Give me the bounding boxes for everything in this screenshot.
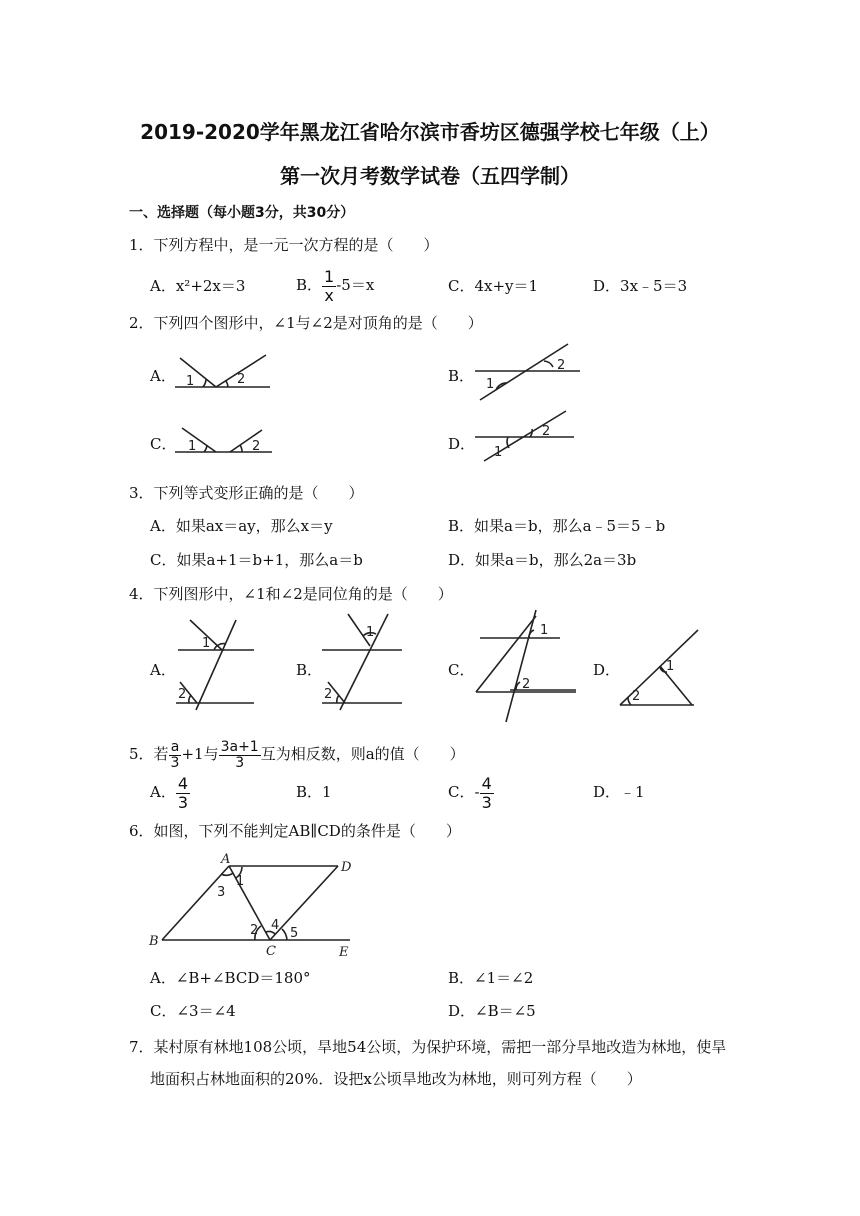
- svg-text:2: 2: [324, 687, 333, 702]
- svg-text:5: 5: [290, 926, 299, 941]
- q7-line2: 地面积占林地面积的20%．设把x公顷旱地改为林地，则可列方程（ ）: [150, 1070, 642, 1088]
- exam-title-line1: 2019-2020学年黑龙江省哈尔滨市香坊区德强学校七年级（上）: [140, 120, 720, 144]
- q2-figure-b: [470, 340, 585, 405]
- q1-option-b: B． $\frac{1}{x}$ -5＝x: [296, 266, 375, 305]
- svg-text:C: C: [266, 944, 276, 959]
- q3-option-d: D．如果a＝b，那么2a＝3b: [448, 551, 637, 569]
- svg-text:2: 2: [542, 424, 551, 439]
- svg-text:2: 2: [557, 358, 566, 373]
- q5-fraction-2: $\frac{3a+1}{3}$: [220, 738, 259, 771]
- q5-option-c: C．- $\frac{4}{3}$: [448, 773, 492, 812]
- q7-line1: 7．某村原有林地108公顷，旱地54公顷，为保护环境，需把一部分旱地改造为林地，使旱: [129, 1038, 727, 1056]
- q1-option-a: A．x²+2x＝3: [150, 277, 246, 295]
- q2-label-b: B．: [448, 367, 475, 385]
- q5-option-a: A． $\frac{4}{3}$: [150, 773, 189, 812]
- svg-text:1: 1: [236, 874, 245, 889]
- q2-figure-a: [170, 350, 280, 395]
- q4-stem: 4．下列图形中，∠1和∠2是同位角的是（ ）: [129, 585, 453, 603]
- q6-stem: 6．如图，下列不能判定AB∥CD的条件是（ ）: [129, 822, 461, 840]
- svg-text:2: 2: [237, 372, 246, 387]
- q2-label-a: A．: [150, 367, 176, 385]
- exam-title-line2: 第一次月考数学试卷（五四学制）: [280, 164, 580, 188]
- svg-text:1: 1: [666, 659, 675, 674]
- q2-label-d: D．: [448, 435, 476, 453]
- q2-figure-c: [170, 420, 280, 460]
- q2-figure-d: [470, 406, 585, 466]
- svg-text:E: E: [339, 945, 349, 960]
- section-header: 一、选择题（每小题3分，共30分）: [129, 205, 355, 221]
- svg-text:1: 1: [366, 625, 375, 640]
- q2-stem: 2．下列四个图形中，∠1与∠2是对顶角的是（ ）: [129, 314, 483, 332]
- svg-text:1: 1: [202, 636, 211, 651]
- svg-text:2: 2: [250, 923, 259, 938]
- q5-fraction-1: $\frac{a}{3}$: [170, 738, 180, 771]
- svg-text:1: 1: [540, 623, 549, 638]
- q4-figure-b: [318, 610, 408, 712]
- q5-a-fraction: $\frac{4}{3}$: [177, 773, 189, 812]
- q3-option-a: A．如果ax＝ay，那么x＝y: [150, 517, 333, 535]
- q6-option-d: D．∠B＝∠5: [448, 1002, 536, 1020]
- svg-text:1: 1: [494, 445, 503, 460]
- svg-text:D: D: [341, 860, 352, 875]
- q6-figure: [145, 848, 360, 958]
- svg-text:1: 1: [486, 377, 495, 392]
- q5-option-d: D．﹣1: [593, 783, 645, 801]
- svg-text:B: B: [149, 934, 159, 949]
- q4-label-c: C．: [448, 661, 475, 679]
- q3-option-c: C．如果a+1＝b+1，那么a＝b: [150, 551, 363, 569]
- q4-label-b: B．: [296, 661, 323, 679]
- q1-option-c: C．4x+y＝1: [448, 277, 539, 295]
- q4-figure-c: [470, 606, 580, 724]
- q5-option-b: B．1: [296, 783, 332, 801]
- svg-text:1: 1: [186, 374, 195, 389]
- q6-option-c: C．∠3＝∠4: [150, 1002, 236, 1020]
- q1-b-fraction: $\frac{1}{x}$: [324, 266, 335, 305]
- q4-figure-a: [170, 616, 260, 712]
- svg-text:3: 3: [217, 885, 226, 900]
- svg-text:2: 2: [178, 687, 187, 702]
- q3-option-b: B．如果a＝b，那么a﹣5＝5﹣b: [448, 517, 666, 535]
- q5-stem: 5．若 $\frac{a}{3}$ +1与 $\frac{3a+1}{3}$ 互为相反数，则a的值（ ）: [129, 738, 465, 771]
- svg-text:1: 1: [188, 439, 197, 454]
- q4-figure-d: [614, 626, 704, 710]
- q1-option-d: D．3x﹣5＝3: [593, 277, 688, 295]
- q3-stem: 3．下列等式变形正确的是（ ）: [129, 484, 364, 502]
- svg-text:A: A: [221, 852, 231, 867]
- svg-text:4: 4: [271, 918, 280, 933]
- svg-text:2: 2: [252, 439, 261, 454]
- svg-text:2: 2: [522, 677, 531, 692]
- q4-label-a: A．: [150, 661, 176, 679]
- svg-text:2: 2: [632, 689, 641, 704]
- q4-label-d: D．: [593, 661, 621, 679]
- q2-label-c: C．: [150, 435, 177, 453]
- q6-option-a: A．∠B+∠BCD＝180°: [150, 969, 311, 987]
- q6-option-b: B．∠1＝∠2: [448, 969, 534, 987]
- q1-stem: 1．下列方程中，是一元一次方程的是（ ）: [129, 236, 439, 254]
- q5-c-fraction: $\frac{4}{3}$: [481, 773, 492, 812]
